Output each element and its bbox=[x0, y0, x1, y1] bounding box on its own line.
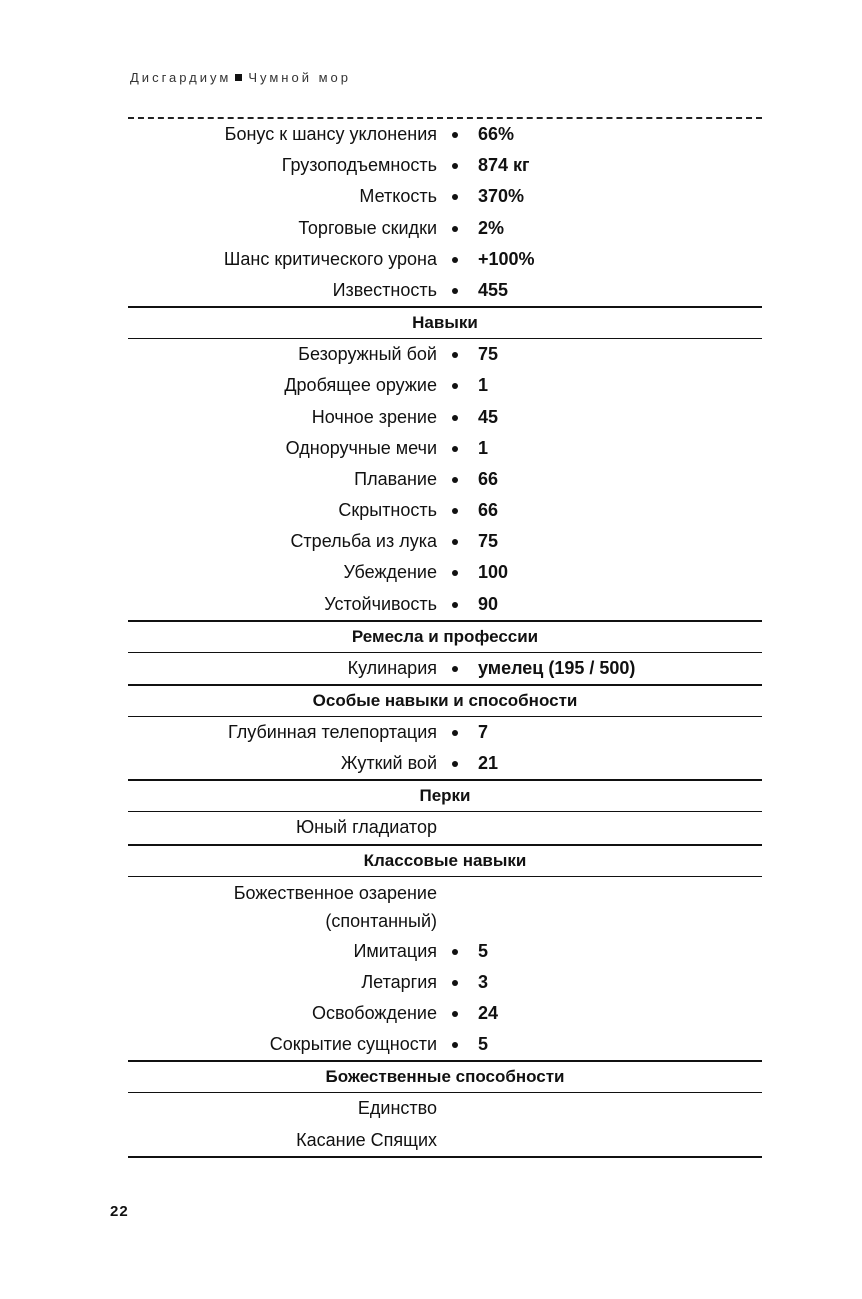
stat-label: Бонус к шансу уклонения bbox=[224, 124, 437, 144]
section-header: Особые навыки и способности bbox=[128, 684, 762, 717]
stat-label: Единство bbox=[357, 1098, 437, 1119]
bullet-icon bbox=[452, 666, 458, 672]
bullet-icon bbox=[452, 477, 458, 483]
section-header: Навыки bbox=[128, 306, 762, 339]
bullet-icon bbox=[452, 761, 458, 767]
stat-value: умелец (195 / 500) bbox=[478, 657, 636, 678]
stat-row bbox=[128, 244, 762, 275]
stat-value: 3 bbox=[478, 971, 489, 992]
stat-label: Известность bbox=[332, 279, 437, 300]
stat-label: Жуткий вой bbox=[340, 753, 437, 774]
book-subtitle: Чумной мор bbox=[248, 70, 351, 85]
stat-row bbox=[128, 589, 762, 620]
stat-row bbox=[128, 213, 762, 244]
stat-row bbox=[128, 339, 762, 370]
stat-value: 1 bbox=[478, 437, 489, 458]
stat-row bbox=[128, 1029, 762, 1060]
stat-row bbox=[128, 717, 762, 748]
stat-row bbox=[128, 557, 762, 588]
stat-row bbox=[128, 936, 762, 967]
page-number: 22 bbox=[110, 1203, 129, 1220]
bullet-icon bbox=[452, 508, 458, 514]
stat-row bbox=[128, 119, 762, 150]
stat-value: +100% bbox=[478, 248, 535, 269]
stat-label: Кулинария bbox=[347, 657, 437, 678]
stat-label: Юный гладиатор bbox=[295, 817, 437, 838]
stat-row bbox=[128, 1093, 762, 1124]
stat-value: 100 bbox=[478, 562, 509, 583]
bullet-icon bbox=[452, 383, 458, 389]
stat-value: 75 bbox=[478, 344, 499, 365]
stat-value: 66% bbox=[478, 124, 515, 144]
stat-row bbox=[128, 402, 762, 433]
stat-value: 7 bbox=[478, 722, 489, 742]
stat-row bbox=[128, 275, 762, 306]
bullet-icon bbox=[452, 288, 458, 294]
stat-value: 1 bbox=[478, 375, 489, 396]
book-title: Дисгардиум bbox=[130, 70, 232, 85]
stat-label: Освобождение bbox=[311, 1002, 437, 1023]
stat-value: 455 bbox=[478, 279, 509, 300]
stat-row bbox=[128, 433, 762, 464]
bullet-icon bbox=[452, 539, 458, 545]
stat-value: 90 bbox=[478, 593, 499, 614]
stat-value: 21 bbox=[478, 753, 499, 774]
stat-value: 874 кг bbox=[478, 155, 530, 176]
bullet-icon bbox=[452, 446, 458, 452]
stat-label: Летаргия bbox=[361, 971, 437, 992]
stat-value: 24 bbox=[478, 1002, 499, 1023]
bullet-icon bbox=[452, 163, 458, 169]
stat-row bbox=[128, 967, 762, 998]
section-header: Божественные способности bbox=[128, 1060, 762, 1093]
stat-value: 5 bbox=[478, 1034, 489, 1055]
bullet-icon bbox=[452, 132, 458, 138]
stat-label: Глубинная телепортация bbox=[228, 722, 437, 742]
stat-label: Стрельба из лука bbox=[290, 531, 437, 552]
stat-value: 2% bbox=[478, 217, 505, 238]
stat-value: 75 bbox=[478, 531, 499, 552]
stat-row bbox=[128, 464, 762, 495]
stat-label: Шанс критического урона bbox=[223, 248, 437, 269]
stat-row bbox=[128, 748, 762, 779]
stat-row bbox=[128, 526, 762, 557]
stat-label: Скрытность bbox=[338, 500, 437, 521]
bullet-icon bbox=[452, 257, 458, 263]
stat-row bbox=[128, 495, 762, 526]
bullet-icon bbox=[452, 352, 458, 358]
stat-label: Одноручные мечи bbox=[285, 437, 437, 458]
section-header: Перки bbox=[128, 779, 762, 812]
section-header: Ремесла и профессии bbox=[128, 620, 762, 653]
stats-table bbox=[128, 117, 762, 1158]
bullet-icon bbox=[452, 980, 458, 986]
bullet-icon bbox=[452, 602, 458, 608]
stat-label: Меткость bbox=[359, 186, 437, 207]
stat-row bbox=[128, 181, 762, 212]
stat-value: 66 bbox=[478, 468, 499, 489]
running-header bbox=[130, 70, 351, 85]
stat-label: Торговые скидки bbox=[298, 217, 437, 238]
bullet-icon bbox=[452, 570, 458, 576]
bullet-icon bbox=[452, 226, 458, 232]
stat-label: Безоружный бой bbox=[298, 344, 437, 365]
stat-label: Ночное зрение bbox=[311, 406, 437, 427]
table-end-rule bbox=[128, 1156, 762, 1158]
bullet-icon bbox=[452, 1042, 458, 1048]
stat-row bbox=[128, 370, 762, 401]
bullet-icon bbox=[452, 1011, 458, 1017]
bullet-icon bbox=[452, 415, 458, 421]
header-separator-square bbox=[235, 74, 242, 81]
stat-row bbox=[128, 877, 762, 936]
stat-row bbox=[128, 1125, 762, 1156]
stat-row bbox=[128, 812, 762, 843]
stat-label: Божественное озарение (спонтанный) bbox=[233, 882, 437, 931]
section-header: Классовые навыки bbox=[128, 844, 762, 877]
stat-row bbox=[128, 653, 762, 684]
bullet-icon bbox=[452, 730, 458, 736]
stat-value: 45 bbox=[478, 406, 499, 427]
stat-label: Устойчивость bbox=[324, 593, 437, 614]
stat-row bbox=[128, 998, 762, 1029]
stat-label: Плавание bbox=[354, 468, 437, 489]
stat-row bbox=[128, 150, 762, 181]
stat-value: 370% bbox=[478, 186, 525, 207]
stat-label: Имитация bbox=[353, 940, 437, 961]
bullet-icon bbox=[452, 194, 458, 200]
stat-value: 66 bbox=[478, 500, 499, 521]
stat-value: 5 bbox=[478, 940, 489, 961]
stat-label: Убеждение bbox=[343, 562, 437, 583]
stat-label: Грузоподъемность bbox=[281, 155, 437, 176]
bullet-icon bbox=[452, 949, 458, 955]
stat-label: Касание Спящих bbox=[296, 1129, 437, 1150]
stat-label: Дробящее оружие bbox=[284, 375, 437, 396]
stat-label: Сокрытие сущности bbox=[269, 1034, 437, 1055]
